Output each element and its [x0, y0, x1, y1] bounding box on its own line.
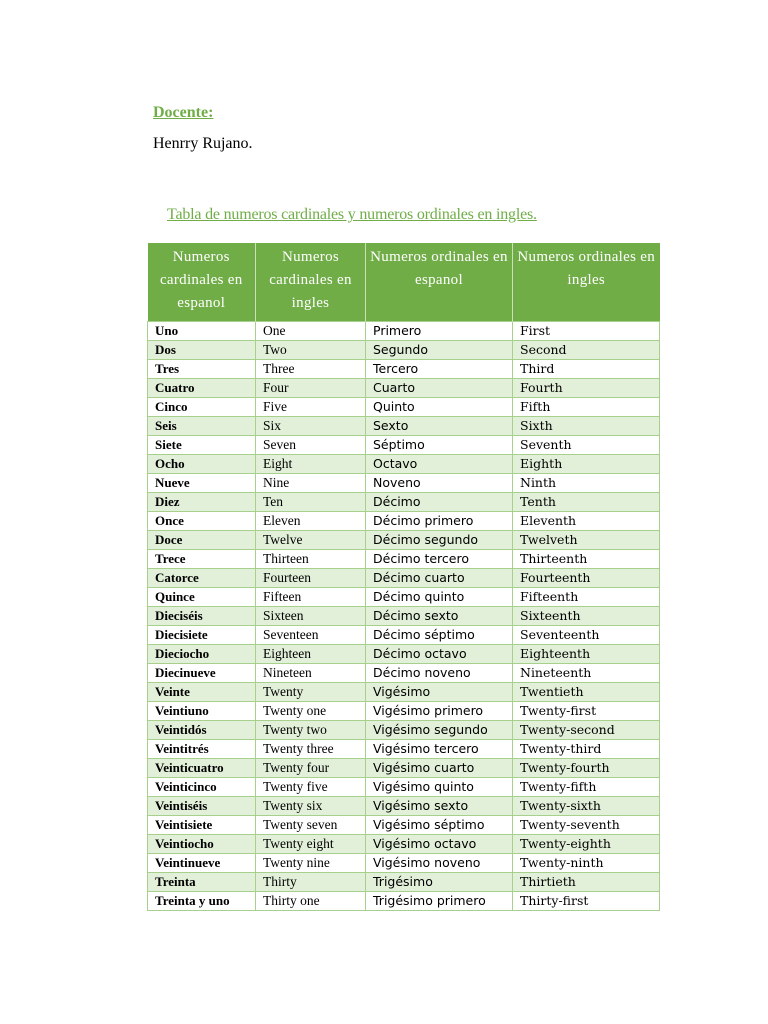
- header-ordinal-english: Numeros ordinales en ingles: [513, 243, 660, 322]
- ordinal-spanish-cell: Décimo: [366, 493, 513, 512]
- ordinal-spanish-cell: Trigésimo: [366, 873, 513, 892]
- cardinal-english-cell: Twenty two: [256, 721, 366, 740]
- table-row: [148, 493, 660, 512]
- cardinal-spanish-cell: Diez: [148, 493, 256, 512]
- ordinal-spanish-cell: Vigésimo: [366, 683, 513, 702]
- table-row: [148, 341, 660, 360]
- table-row: [148, 740, 660, 759]
- ordinal-english-cell: Twenty-third: [513, 740, 660, 759]
- cardinal-english-cell: Thirty: [256, 873, 366, 892]
- cardinal-spanish-cell: Veintitrés: [148, 740, 256, 759]
- ordinal-spanish-cell: Vigésimo séptimo: [366, 816, 513, 835]
- table-row: [148, 588, 660, 607]
- cardinal-spanish-cell: Doce: [148, 531, 256, 550]
- ordinal-spanish-cell: Cuarto: [366, 379, 513, 398]
- cardinal-english-cell: Nine: [256, 474, 366, 493]
- teacher-name: Henrry Rujano.: [153, 135, 253, 152]
- ordinal-english-cell: Twenty-sixth: [513, 797, 660, 816]
- cardinal-english-cell: Six: [256, 417, 366, 436]
- table-row: [148, 512, 660, 531]
- ordinal-english-cell: Twentieth: [513, 683, 660, 702]
- cardinal-spanish-cell: Veintisiete: [148, 816, 256, 835]
- numbers-table: [147, 243, 660, 911]
- cardinal-english-cell: Eight: [256, 455, 366, 474]
- ordinal-spanish-cell: Décimo séptimo: [366, 626, 513, 645]
- cardinal-spanish-cell: Cinco: [148, 398, 256, 417]
- cardinal-english-cell: Seventeen: [256, 626, 366, 645]
- ordinal-spanish-cell: Vigésimo sexto: [366, 797, 513, 816]
- cardinal-english-cell: Ten: [256, 493, 366, 512]
- cardinal-english-cell: Fourteen: [256, 569, 366, 588]
- cardinal-english-cell: Twenty one: [256, 702, 366, 721]
- cardinal-spanish-cell: Dos: [148, 341, 256, 360]
- ordinal-english-cell: Fifteenth: [513, 588, 660, 607]
- cardinal-spanish-cell: Veintinueve: [148, 854, 256, 873]
- table-row: [148, 398, 660, 417]
- cardinal-english-cell: Twenty three: [256, 740, 366, 759]
- cardinal-english-cell: Twenty six: [256, 797, 366, 816]
- cardinal-spanish-cell: Veinte: [148, 683, 256, 702]
- ordinal-english-cell: Eighteenth: [513, 645, 660, 664]
- table-row: [148, 759, 660, 778]
- ordinal-spanish-cell: Décimo noveno: [366, 664, 513, 683]
- ordinal-spanish-cell: Primero: [366, 322, 513, 341]
- ordinal-spanish-cell: Vigésimo noveno: [366, 854, 513, 873]
- cardinal-spanish-cell: Diecisiete: [148, 626, 256, 645]
- table-row: [148, 531, 660, 550]
- cardinal-spanish-cell: Seis: [148, 417, 256, 436]
- ordinal-spanish-cell: Octavo: [366, 455, 513, 474]
- ordinal-spanish-cell: Décimo tercero: [366, 550, 513, 569]
- ordinal-spanish-cell: Quinto: [366, 398, 513, 417]
- cardinal-english-cell: Thirteen: [256, 550, 366, 569]
- cardinal-english-cell: Eleven: [256, 512, 366, 531]
- cardinal-english-cell: Twelve: [256, 531, 366, 550]
- cardinal-spanish-cell: Trece: [148, 550, 256, 569]
- table-row: [148, 816, 660, 835]
- cardinal-spanish-cell: Veinticuatro: [148, 759, 256, 778]
- ordinal-spanish-cell: Décimo octavo: [366, 645, 513, 664]
- ordinal-spanish-cell: Vigésimo segundo: [366, 721, 513, 740]
- ordinal-english-cell: Fifth: [513, 398, 660, 417]
- cardinal-english-cell: Eighteen: [256, 645, 366, 664]
- cardinal-spanish-cell: Nueve: [148, 474, 256, 493]
- table-row: [148, 322, 660, 341]
- table-row: [148, 854, 660, 873]
- ordinal-english-cell: Twenty-fourth: [513, 759, 660, 778]
- cardinal-english-cell: Two: [256, 341, 366, 360]
- header-ordinal-spanish: Numeros ordinales en espanol: [366, 243, 513, 322]
- ordinal-english-cell: Ninth: [513, 474, 660, 493]
- cardinal-spanish-cell: Veintidós: [148, 721, 256, 740]
- ordinal-english-cell: Tenth: [513, 493, 660, 512]
- table-row: [148, 721, 660, 740]
- cardinal-spanish-cell: Tres: [148, 360, 256, 379]
- table-row: [148, 379, 660, 398]
- table-row: [148, 797, 660, 816]
- ordinal-spanish-cell: Décimo segundo: [366, 531, 513, 550]
- ordinal-english-cell: Second: [513, 341, 660, 360]
- cardinal-english-cell: Twenty eight: [256, 835, 366, 854]
- ordinal-spanish-cell: Vigésimo cuarto: [366, 759, 513, 778]
- ordinal-english-cell: First: [513, 322, 660, 341]
- table-row: [148, 550, 660, 569]
- cardinal-spanish-cell: Veintiocho: [148, 835, 256, 854]
- ordinal-spanish-cell: Sexto: [366, 417, 513, 436]
- table-row: [148, 607, 660, 626]
- table-row: [148, 360, 660, 379]
- cardinal-spanish-cell: Siete: [148, 436, 256, 455]
- cardinal-spanish-cell: Veinticinco: [148, 778, 256, 797]
- cardinal-english-cell: One: [256, 322, 366, 341]
- cardinal-spanish-cell: Catorce: [148, 569, 256, 588]
- cardinal-spanish-cell: Diecinueve: [148, 664, 256, 683]
- cardinal-english-cell: Twenty: [256, 683, 366, 702]
- table-row: [148, 645, 660, 664]
- cardinal-spanish-cell: Ocho: [148, 455, 256, 474]
- ordinal-english-cell: Fourteenth: [513, 569, 660, 588]
- table-title: Tabla de numeros cardinales y numeros ordinales en ingles.: [167, 206, 537, 223]
- ordinal-english-cell: Third: [513, 360, 660, 379]
- ordinal-spanish-cell: Noveno: [366, 474, 513, 493]
- ordinal-english-cell: Twenty-eighth: [513, 835, 660, 854]
- ordinal-english-cell: Twelveth: [513, 531, 660, 550]
- cardinal-english-cell: Thirty one: [256, 892, 366, 911]
- table-body: [148, 322, 660, 911]
- table-row: [148, 569, 660, 588]
- cardinal-english-cell: Nineteen: [256, 664, 366, 683]
- cardinal-english-cell: Five: [256, 398, 366, 417]
- cardinal-english-cell: Fifteen: [256, 588, 366, 607]
- ordinal-english-cell: Nineteenth: [513, 664, 660, 683]
- cardinal-spanish-cell: Treinta: [148, 873, 256, 892]
- ordinal-english-cell: Twenty-first: [513, 702, 660, 721]
- table-row: [148, 436, 660, 455]
- ordinal-spanish-cell: Vigésimo octavo: [366, 835, 513, 854]
- cardinal-spanish-cell: Dieciocho: [148, 645, 256, 664]
- ordinal-english-cell: Seventh: [513, 436, 660, 455]
- header-cardinal-spanish: Numeros cardinales en espanol: [148, 243, 256, 322]
- table-row: [148, 778, 660, 797]
- ordinal-english-cell: Sixth: [513, 417, 660, 436]
- cardinal-spanish-cell: Quince: [148, 588, 256, 607]
- ordinal-spanish-cell: Vigésimo primero: [366, 702, 513, 721]
- table-row: [148, 892, 660, 911]
- ordinal-english-cell: Thirteenth: [513, 550, 660, 569]
- cardinal-english-cell: Twenty four: [256, 759, 366, 778]
- table-row: [148, 626, 660, 645]
- ordinal-spanish-cell: Segundo: [366, 341, 513, 360]
- ordinal-english-cell: Twenty-seventh: [513, 816, 660, 835]
- cardinal-english-cell: Twenty nine: [256, 854, 366, 873]
- ordinal-spanish-cell: Décimo quinto: [366, 588, 513, 607]
- cardinal-spanish-cell: Veintiuno: [148, 702, 256, 721]
- table-row: [148, 702, 660, 721]
- header-row: [148, 243, 660, 322]
- ordinal-english-cell: Twenty-fifth: [513, 778, 660, 797]
- cardinal-spanish-cell: Treinta y uno: [148, 892, 256, 911]
- ordinal-english-cell: Sixteenth: [513, 607, 660, 626]
- table-row: [148, 474, 660, 493]
- cardinal-english-cell: Twenty five: [256, 778, 366, 797]
- ordinal-english-cell: Thirty-first: [513, 892, 660, 911]
- cardinal-english-cell: Three: [256, 360, 366, 379]
- cardinal-english-cell: Sixteen: [256, 607, 366, 626]
- ordinal-spanish-cell: Décimo sexto: [366, 607, 513, 626]
- ordinal-spanish-cell: Vigésimo quinto: [366, 778, 513, 797]
- ordinal-spanish-cell: Trigésimo primero: [366, 892, 513, 911]
- ordinal-spanish-cell: Décimo primero: [366, 512, 513, 531]
- ordinal-spanish-cell: Décimo cuarto: [366, 569, 513, 588]
- ordinal-english-cell: Twenty-ninth: [513, 854, 660, 873]
- cardinal-spanish-cell: Dieciséis: [148, 607, 256, 626]
- cardinal-english-cell: Seven: [256, 436, 366, 455]
- ordinal-english-cell: Eighth: [513, 455, 660, 474]
- table-row: [148, 835, 660, 854]
- ordinal-english-cell: Thirtieth: [513, 873, 660, 892]
- table-row: [148, 455, 660, 474]
- table-row: [148, 664, 660, 683]
- ordinal-english-cell: Seventeenth: [513, 626, 660, 645]
- header-cardinal-english: Numeros cardinales en ingles: [256, 243, 366, 322]
- ordinal-spanish-cell: Tercero: [366, 360, 513, 379]
- cardinal-spanish-cell: Cuatro: [148, 379, 256, 398]
- ordinal-spanish-cell: Séptimo: [366, 436, 513, 455]
- ordinal-spanish-cell: Vigésimo tercero: [366, 740, 513, 759]
- ordinal-english-cell: Twenty-second: [513, 721, 660, 740]
- table-row: [148, 417, 660, 436]
- table-row: [148, 683, 660, 702]
- cardinal-english-cell: Four: [256, 379, 366, 398]
- ordinal-english-cell: Fourth: [513, 379, 660, 398]
- ordinal-english-cell: Eleventh: [513, 512, 660, 531]
- table-row: [148, 873, 660, 892]
- cardinal-spanish-cell: Veintiséis: [148, 797, 256, 816]
- cardinal-english-cell: Twenty seven: [256, 816, 366, 835]
- teacher-label: Docente:: [153, 104, 214, 121]
- cardinal-spanish-cell: Once: [148, 512, 256, 531]
- cardinal-spanish-cell: Uno: [148, 322, 256, 341]
- table-header: [148, 243, 660, 322]
